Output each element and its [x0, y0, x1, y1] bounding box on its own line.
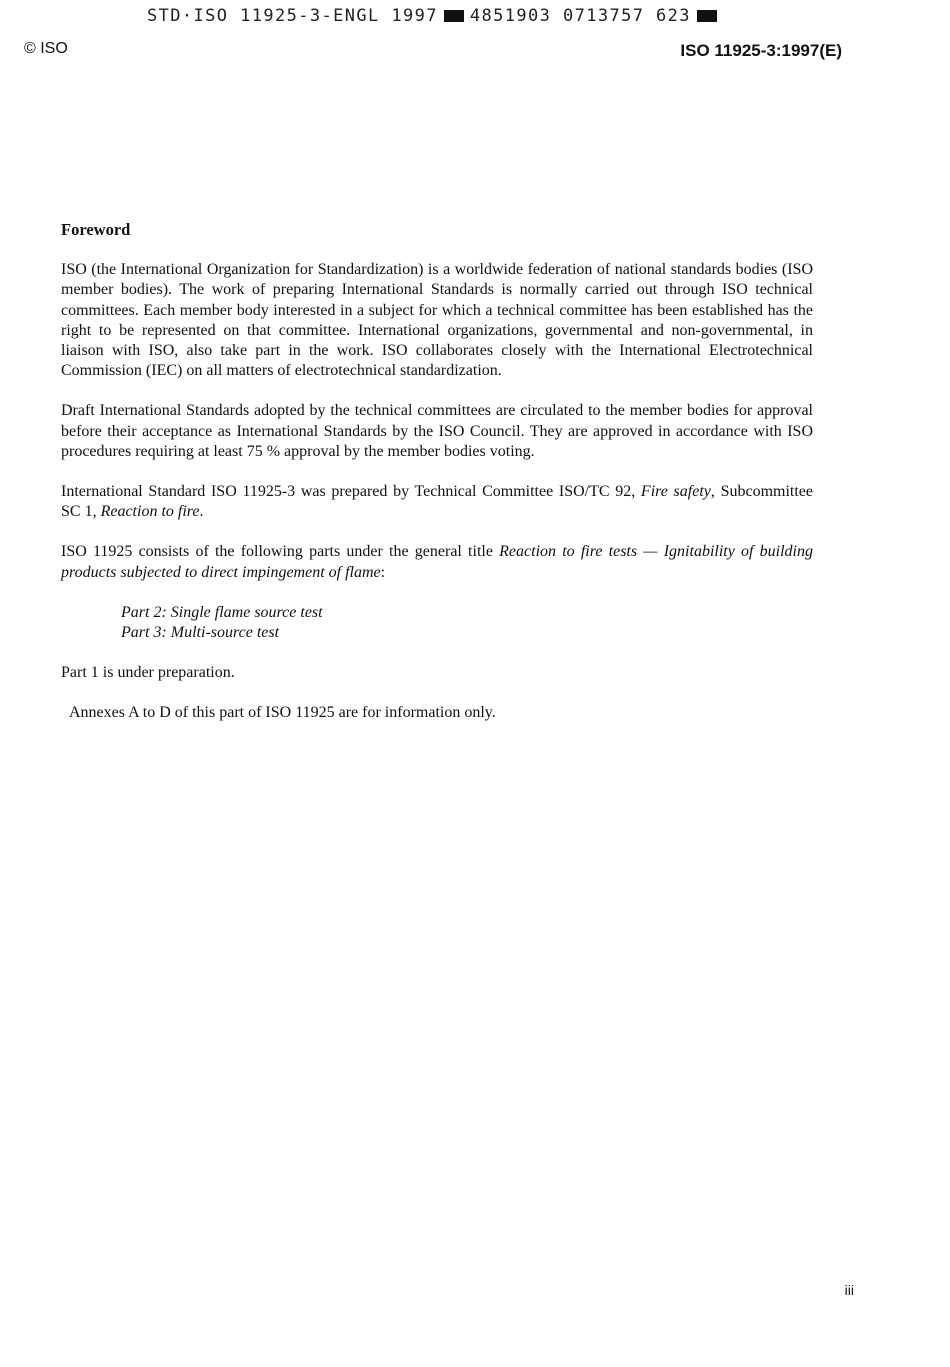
list-item: Part 3: Multi-source test: [121, 624, 280, 642]
text: International Standard ISO 11925-3 was prepared by Technical Committee ISO/TC 92,: [61, 483, 636, 501]
text: , Subcommittee SC 1,: [61, 483, 814, 521]
committee-name: Fire safety: [640, 483, 711, 501]
black-block-mark: [444, 10, 464, 22]
text: :: [380, 563, 386, 581]
standard-id: ISO 11925-3:1997(E): [680, 41, 842, 60]
list-item: Part 2: Single flame source test: [121, 603, 323, 621]
document-code-strip: [147, 6, 723, 26]
black-block-mark: [697, 10, 717, 22]
paragraph-parts-intro: [61, 542, 813, 582]
page-number: iii: [844, 1282, 854, 1298]
paragraph-iso-intro: ISO (the International Organization for Standardization) is a worldwide federation of national standards bodies (ISO member bodies). The work of preparing International Standards is normally carried out through ISO technical committees. Each member body interested in a subject for which a technical committee has been established has the right to be represented on that committee. International organizations, governmental and non-governmental, in liaison with ISO, also take part in the work. ISO collaborates closely with the International Electrotechnical Commission (IEC) on all matters of electrotechnical standardization.: [61, 261, 813, 380]
subcommittee-name: Reaction to fire: [100, 503, 200, 521]
paragraph-part1-status: Part 1 is under preparation.: [61, 664, 235, 682]
foreword-title: Foreword: [61, 220, 131, 239]
parts-list: [121, 603, 813, 643]
copyright-iso: © ISO: [24, 40, 68, 57]
paragraph-annexes: Annexes A to D of this part of ISO 11925 are for information only.: [69, 704, 496, 722]
paragraph-prepared-by: [61, 482, 813, 522]
text: ISO 11925 consists of the following parts under the general title: [61, 543, 493, 561]
paragraph-draft-standards: Draft International Standards adopted by the technical committees are circulated to the member bodies for approval before their acceptance as International Standards by the ISO Council. They are approved in accordance with ISO procedures requiring at least 75 % approval by the member bodies voting.: [61, 402, 813, 460]
barcode-number: 4851903 0713757 623: [469, 6, 691, 26]
text: .: [199, 503, 204, 521]
foreword-section: [61, 220, 813, 744]
general-title: Reaction to fire tests — Ignitability of building products subjected to direct impingement of flame: [61, 543, 813, 581]
document-code: STD·ISO 11925-3-ENGL 1997: [147, 6, 438, 26]
